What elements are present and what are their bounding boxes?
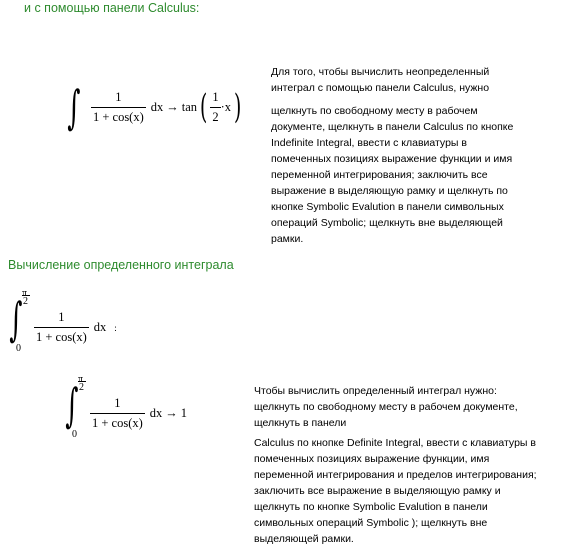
definite-integrand-fraction [34,310,89,345]
upper-limit-denominator: 2 [23,296,28,307]
definite-denominator: 1 + cos(x) [36,330,87,344]
result-variable: ·x [220,99,231,114]
definite-steps-paragraph: Calculus по кнопке Definite Integral, ввести с клавиатуры в помеченных позициях выражение функции, имя переменной интегрирования и пределов интегрирования; заключить все выражение в выделяющую рамку и щелкнуть по кнопке Symbolic Evalution в панели символьных операций Symbolic ); щелкнуть вне выделяющей рамки. [254,437,537,545]
integrand-numerator: 1 [115,89,122,104]
result-numerator: 1 [212,89,219,104]
result-fraction [210,90,220,125]
upper-limit-pi: π [78,374,84,385]
upper-limit-pi: π [22,288,28,299]
result-denominator: 2 [212,109,219,124]
evaluated-numerator: 1 [114,396,121,410]
result-function: tan [181,99,198,114]
definite-differential: dx [93,320,107,334]
right-paren: ) [233,87,242,127]
definite-intro-paragraph: Чтобы вычислить определенный интеграл нужно: щелкнуть по свободному месту в рабочем документе, щелкнуть в панели [254,385,518,429]
definite-numerator: 1 [58,310,65,324]
integral-sign-icon: ∫ [67,80,81,134]
indefinite-intro-paragraph: Для того, чтобы вычислить неопределенный интеграл с помощью панели Calculus, нужно [271,66,490,94]
evaluated-denominator: 1 + cos(x) [92,416,143,430]
integrand-fraction [91,90,146,125]
indefinite-integral-formula [62,80,244,134]
evaluated-differential: dx [149,406,163,420]
evaluation-result: 1 [180,406,188,420]
left-paren: ( [200,87,208,127]
section-heading-calculus-panel: и с помощью панели Calculus: [24,1,200,15]
lower-limit: 0 [72,429,77,440]
definite-trailing-colon: : [114,322,117,333]
lower-limit: 0 [16,343,21,354]
definite-integral-formula [8,290,148,354]
upper-limit-denominator: 2 [79,382,84,393]
definite-integral-sign-icon: ∫ [65,378,79,432]
definite-integral-sign-icon: ∫ [9,292,23,346]
definite-integral-evaluated-formula [64,376,224,440]
integrand-denominator: 1 + cos(x) [92,109,144,124]
evaluation-arrow: → [166,99,179,114]
section-heading-definite-integral: Вычисление определенного интеграла [8,258,234,272]
evaluation-arrow: → [165,406,178,420]
indefinite-steps-paragraph: щелкнуть по свободному месту в рабочем документе, щелкнуть в панели Calculus по кнопке Indefinite Integral, ввести с клавиатуры в помеченных позициях выражение функции и имя переменной интегрирования; заключить все выражение в выделяющую рамку и щелкнуть по кнопке Symbolic Evalution в панели символьных операций Symbolic; щелкнуть вне выделяющей рамки. [271,105,514,245]
differential: dx [150,99,164,114]
evaluated-integrand-fraction [90,396,145,431]
